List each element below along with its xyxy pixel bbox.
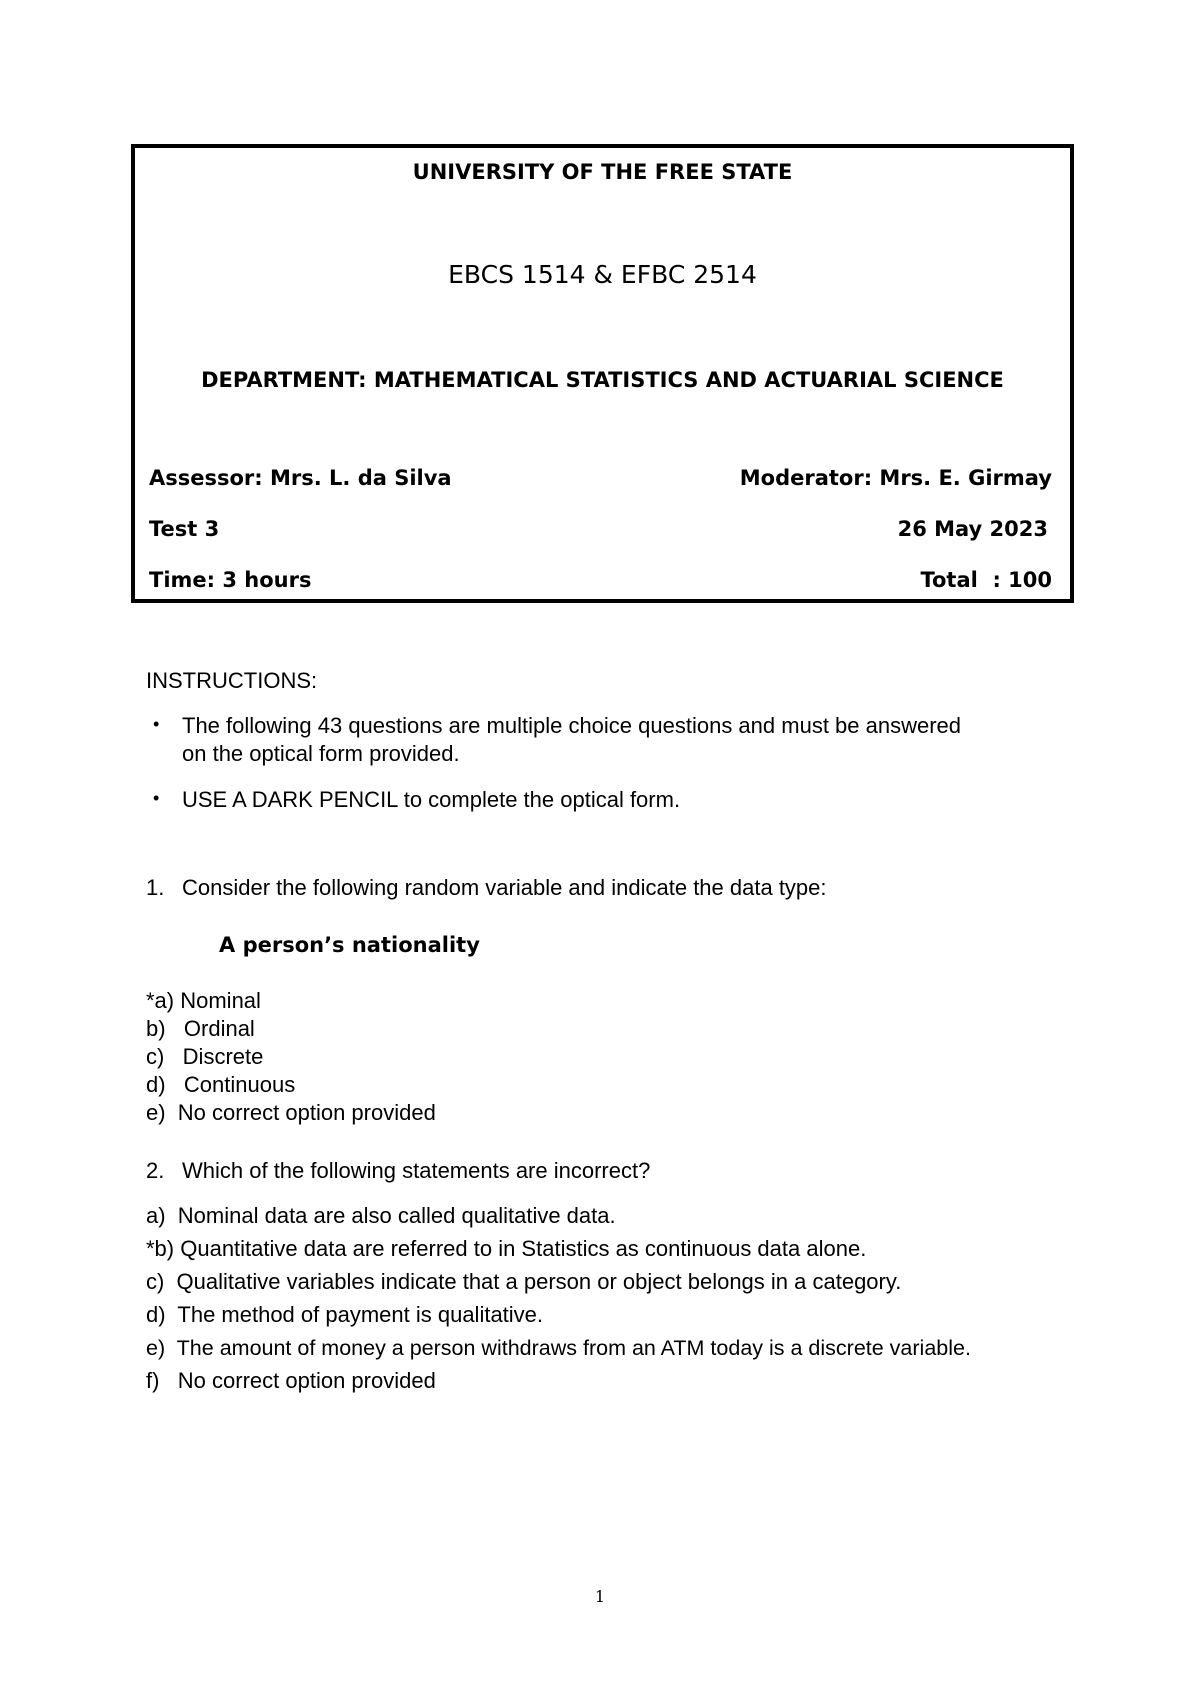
page-number: 1 xyxy=(594,1587,606,1606)
question-2-option-d: d) The method of payment is qualitative. xyxy=(146,1302,544,1327)
question-1-option-a: *a) Nominal xyxy=(146,988,261,1013)
assessor-row xyxy=(149,466,1052,490)
question-2-option-a: a) Nominal data are also called qualitative data. xyxy=(146,1203,616,1228)
instruction-1-line-1: The following 43 questions are multiple choice questions and must be answered xyxy=(182,713,962,738)
department-name: DEPARTMENT: MATHEMATICAL STATISTICS AND ACTUARIAL SCIENCE xyxy=(201,368,1004,392)
assessor: Assessor: Mrs. L. da Silva xyxy=(149,466,452,490)
total-marks: Total : 100 xyxy=(920,568,1052,592)
question-2-number: 2. xyxy=(146,1158,165,1183)
bullet-icon: • xyxy=(153,714,160,734)
course-codes: EBCS 1514 & EFBC 2514 xyxy=(448,260,757,289)
question-1-text: Consider the following random variable and indicate the data type: xyxy=(182,875,827,900)
time-allowed: Time: 3 hours xyxy=(149,568,312,592)
time-row xyxy=(149,568,1052,592)
test-name: Test 3 xyxy=(149,517,220,541)
question-2-option-c: c) Qualitative variables indicate that a person or object belongs in a category. xyxy=(146,1269,902,1294)
question-1-option-c: c) Discrete xyxy=(146,1044,264,1069)
question-2-option-f: f) No correct option provided xyxy=(146,1368,436,1393)
question-1-option-b: b) Ordinal xyxy=(146,1016,255,1041)
test-date: 26 May 2023 xyxy=(897,517,1048,541)
moderator: Moderator: Mrs. E. Girmay xyxy=(739,466,1052,490)
university-name: UNIVERSITY OF THE FREE STATE xyxy=(412,160,793,184)
question-2-option-b: *b) Quantitative data are referred to in Statistics as continuous data alone. xyxy=(146,1236,867,1261)
question-2-option-e: e) The amount of money a person withdraws from an ATM today is a discrete variable. xyxy=(146,1336,971,1360)
question-1-subject: A person’s nationality xyxy=(219,933,480,957)
exam-header-box xyxy=(131,144,1074,603)
question-1-option-e: e) No correct option provided xyxy=(146,1100,436,1125)
question-1-option-d: d) Continuous xyxy=(146,1072,296,1097)
instruction-1-line-2: on the optical form provided. xyxy=(182,741,460,766)
bullet-icon: • xyxy=(153,788,160,808)
instruction-2: USE A DARK PENCIL to complete the optical form. xyxy=(182,787,681,812)
question-2-text: Which of the following statements are incorrect? xyxy=(182,1158,651,1183)
test-row xyxy=(149,517,1052,541)
instructions-heading: INSTRUCTIONS: xyxy=(146,668,318,693)
question-1-number: 1. xyxy=(146,875,165,900)
